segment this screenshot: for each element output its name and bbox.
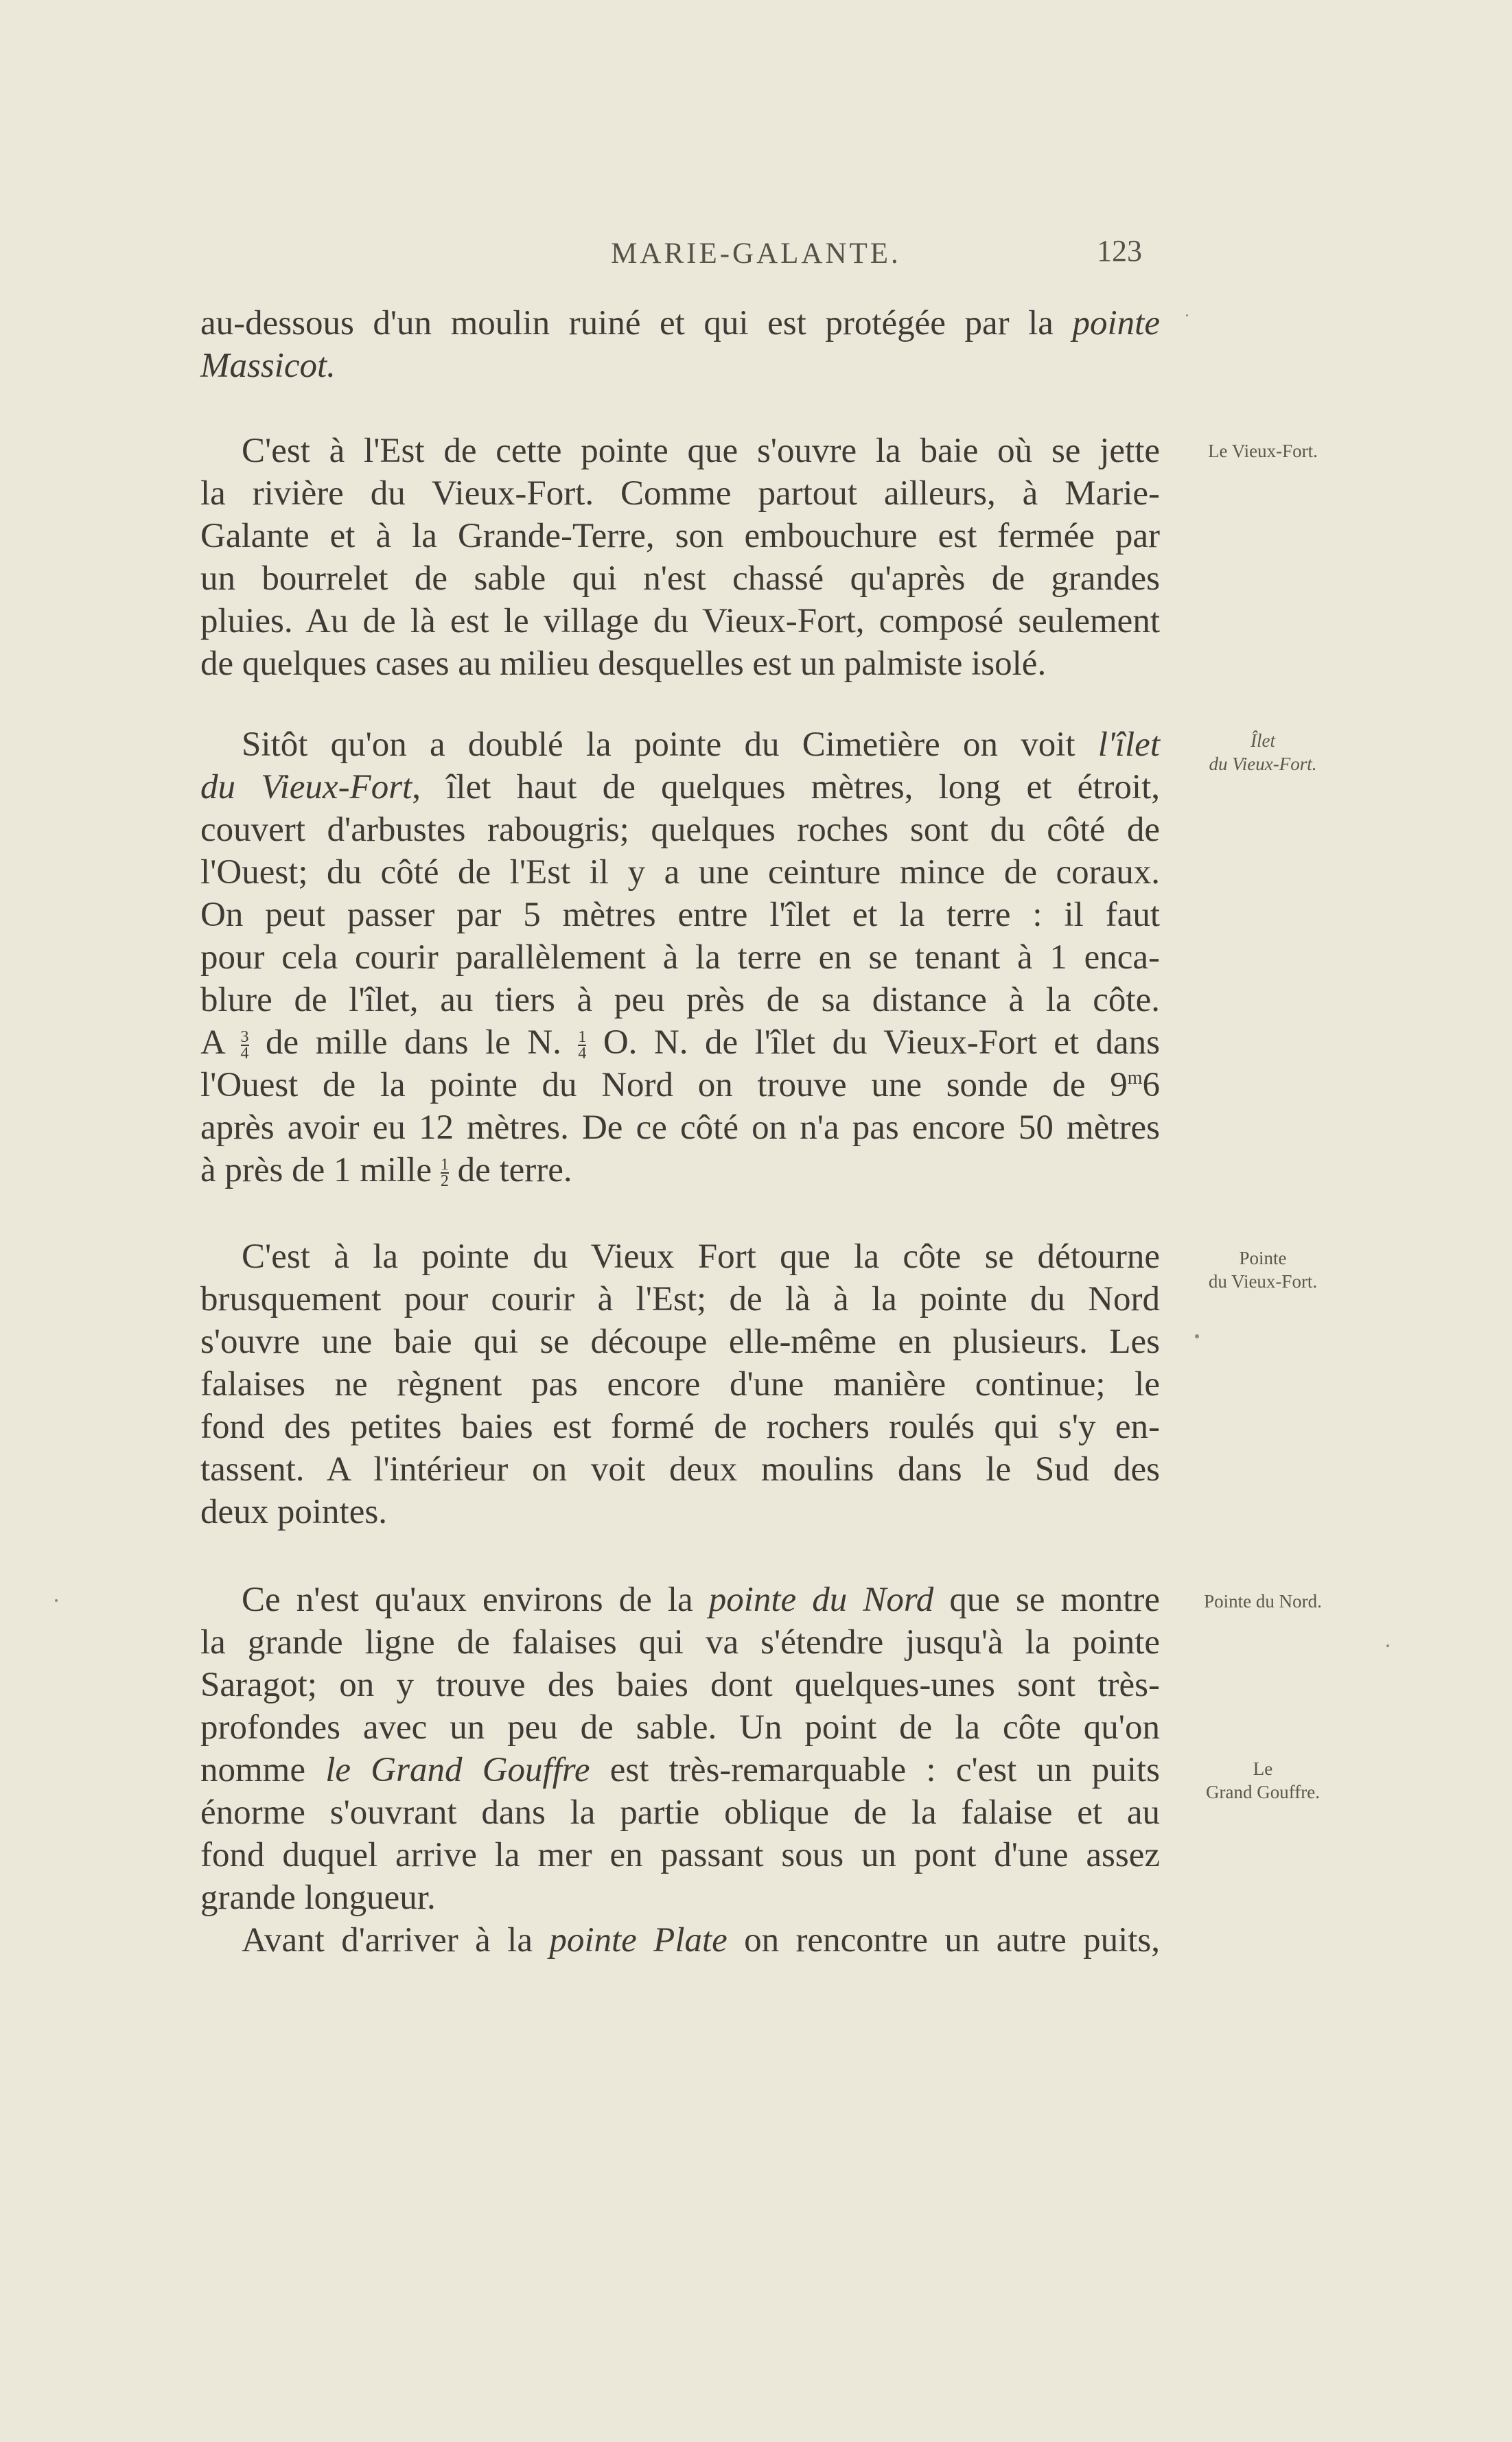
paragraph-3 [200, 723, 1160, 1191]
text-line: A $\frac{3}{4}$ de mille dans le N. $\frac{1}{4}$ O. N. de l'îlet du Vieux-Fort et dans [200, 1023, 1161, 1063]
text-line: Saragot; on y trouve des baies dont quelques-unes sont très- [200, 1666, 1160, 1704]
text-line: du Vieux-Fort, îlet haut de quelques mètres, long et étroit, [200, 768, 1161, 806]
margin-note-ilet-du-vieux-fort: Îlet du Vieux-Fort. [1209, 730, 1317, 774]
paper-speck [55, 1599, 58, 1602]
text-line: grande longueur. [200, 1879, 436, 1917]
text-line: la grande ligne de falaises qui va s'étendre jusqu'à la pointe [200, 1623, 1160, 1662]
text-line: l'Ouest; du côté de l'Est il y a une ceinture mince de coraux. [200, 853, 1160, 892]
text-line: On peut passer par 5 mètres entre l'îlet et la terre : il faut [200, 896, 1160, 934]
page-number: 123 [1097, 234, 1142, 268]
text-line: brusquement pour courir à l'Est; de là à la pointe du Nord [200, 1280, 1160, 1318]
running-header-title: MARIE-GALANTE. [611, 237, 901, 270]
text-line: Massicot. [200, 347, 336, 385]
text-line: nomme le Grand Gouffre est très-remarquable : c'est un puits [200, 1751, 1160, 1789]
paragraph-4 [200, 1235, 1160, 1533]
fraction-one-quarter: $\frac{1}{4}$ [578, 1028, 587, 1063]
text-line: fond des petites baies est formé de rochers roulés qui s'y en- [200, 1408, 1160, 1446]
text-line: énorme s'ouvrant dans la partie oblique de la falaise et au [200, 1793, 1160, 1832]
text-line: un bourrelet de sable qui n'est chassé qu'après de grandes [200, 559, 1160, 598]
text-line: blure de l'îlet, au tiers à peu près de sa distance à la côte. [200, 981, 1160, 1019]
paragraph-5 [200, 1579, 1160, 1962]
text-line: pour cela courir parallèlement à la terre en se tenant à 1 enca- [200, 938, 1160, 977]
paper-speck [1195, 1334, 1199, 1338]
text-line: C'est à l'Est de cette pointe que s'ouvre la baie où se jette [242, 432, 1160, 470]
text-line: l'Ouest de la pointe du Nord on trouve une sonde de 9$^m$6 [200, 1066, 1160, 1104]
text-line: la rivière du Vieux-Fort. Comme partout ailleurs, à Marie- [200, 474, 1160, 513]
text-line: C'est à la pointe du Vieux Fort que la côte se détourne [242, 1237, 1160, 1276]
text-line: fond duquel arrive la mer en passant sous un pont d'une assez [200, 1836, 1160, 1874]
margin-note-pointe-du-nord: Pointe du Nord. [1204, 1591, 1322, 1612]
text-line: profondes avec un peu de sable. Un point de la côte qu'on [200, 1708, 1160, 1747]
fraction-three-quarters: $\frac{3}{4}$ [240, 1028, 249, 1063]
paragraph-1 [200, 302, 1160, 387]
text-line: Avant d'arriver à la pointe Plate on rencontre un autre puits, [242, 1921, 1161, 1960]
paragraph-2 [200, 430, 1160, 685]
text-line: deux pointes. [200, 1493, 387, 1531]
text-line: à près de 1 mille $\frac{1}{2}$ de terre. [200, 1151, 572, 1191]
text-line: couvert d'arbustes rabougris; quelques roches sont du côté de [200, 811, 1160, 849]
text-line: Galante et à la Grande-Terre, son embouchure est fermée par [200, 517, 1160, 555]
text-line: falaises ne règnent pas encore d'une manière continue; le [200, 1365, 1160, 1404]
text-line: s'ouvre une baie qui se découpe elle-même en plusieurs. Les [200, 1323, 1160, 1361]
text-line: Ce n'est qu'aux environs de la pointe du Nord que se montre [242, 1581, 1161, 1619]
margin-note-pointe-du-vieux-fort: Pointe du Vieux-Fort. [1208, 1248, 1318, 1292]
margin-note-le-grand-gouffre: Le Grand Gouffre. [1206, 1758, 1320, 1802]
text-line: après avoir eu 12 mètres. De ce côté on n'a pas encore 50 mètres [200, 1108, 1160, 1147]
paper-speck [1186, 314, 1188, 316]
text-line: Sitôt qu'on a doublé la pointe du Cimetière on voit l'îlet [242, 725, 1160, 764]
text-line: de quelques cases au milieu desquelles est un palmiste isolé. [200, 644, 1047, 683]
text-line: au-dessous d'un moulin ruiné et qui est protégée par la pointe [200, 304, 1160, 342]
text-line: tassent. A l'intérieur on voit deux moulins dans le Sud des [200, 1450, 1160, 1489]
fraction-one-half: $\frac{1}{2}$ [440, 1156, 449, 1191]
margin-note-le-vieux-fort: Le Vieux-Fort. [1208, 441, 1318, 461]
paper-speck [1386, 1644, 1389, 1647]
text-line: pluies. Au de là est le village du Vieux-Fort, composé seulement [200, 602, 1160, 640]
